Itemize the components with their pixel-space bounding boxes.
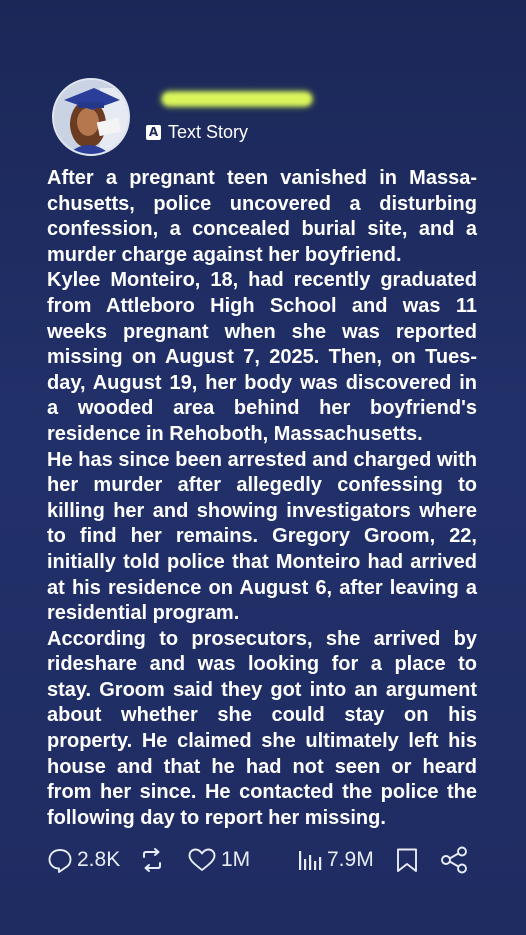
repost-icon bbox=[139, 847, 165, 873]
repost-button[interactable] bbox=[139, 844, 165, 876]
avatar[interactable] bbox=[52, 78, 130, 156]
action-bar bbox=[47, 844, 477, 876]
like-count: 1M bbox=[221, 848, 251, 871]
views-icon bbox=[297, 847, 323, 873]
avatar-image bbox=[54, 80, 128, 154]
bookmark-button[interactable] bbox=[395, 844, 419, 876]
story-paragraph: He has since been arrested and charged with her murder after allegedly confessing to killing her and showing investigators where to find her remains. Gregory Groom, 22, initially told police that Monteiro had arrived at his residence on August 6, after leaving a residential program. bbox=[47, 448, 477, 625]
username-redacted[interactable] bbox=[162, 92, 312, 106]
post-header bbox=[52, 78, 482, 158]
reply-count: 2.8K bbox=[77, 848, 121, 871]
story-paragraph: According to prosecutors, she arrived by rideshare and was looking for a place to stay. Groom said they got into an argument about whether she could stay on his property. He claimed she ultimately left his house and that he had not seen or heard from her since. He contacted the police the following day to report her missing. bbox=[47, 627, 477, 829]
story-paragraph: Kylee Monteiro, 18, had recently graduated from Attleboro High School and was 11 weeks pregnant when she was reported missing on August 7, 2025. Then, on Tuesday, August 19, her body was discovered in a wooded area behind her boyfriend's residence in Rehoboth, Massachusetts. bbox=[47, 269, 477, 445]
story-paragraph: After a pregnant teen vanished in Massachusetts, police uncovered a disturbing confession, a concealed burial site, and a murder charge against her boyfriend. bbox=[47, 167, 477, 266]
share-icon bbox=[439, 846, 469, 874]
post-type-label: Text Story bbox=[168, 122, 249, 142]
reply-button[interactable] bbox=[47, 844, 120, 876]
post-type-badge bbox=[146, 122, 248, 143]
views-button[interactable] bbox=[297, 844, 374, 876]
view-count: 7.9M bbox=[327, 848, 374, 871]
bookmark-icon bbox=[395, 847, 419, 873]
share-button[interactable] bbox=[439, 844, 469, 876]
like-button[interactable] bbox=[187, 844, 250, 876]
heart-icon bbox=[187, 847, 217, 873]
reply-icon bbox=[47, 847, 73, 873]
story-text bbox=[47, 166, 477, 831]
text-story-icon: A bbox=[146, 125, 161, 140]
